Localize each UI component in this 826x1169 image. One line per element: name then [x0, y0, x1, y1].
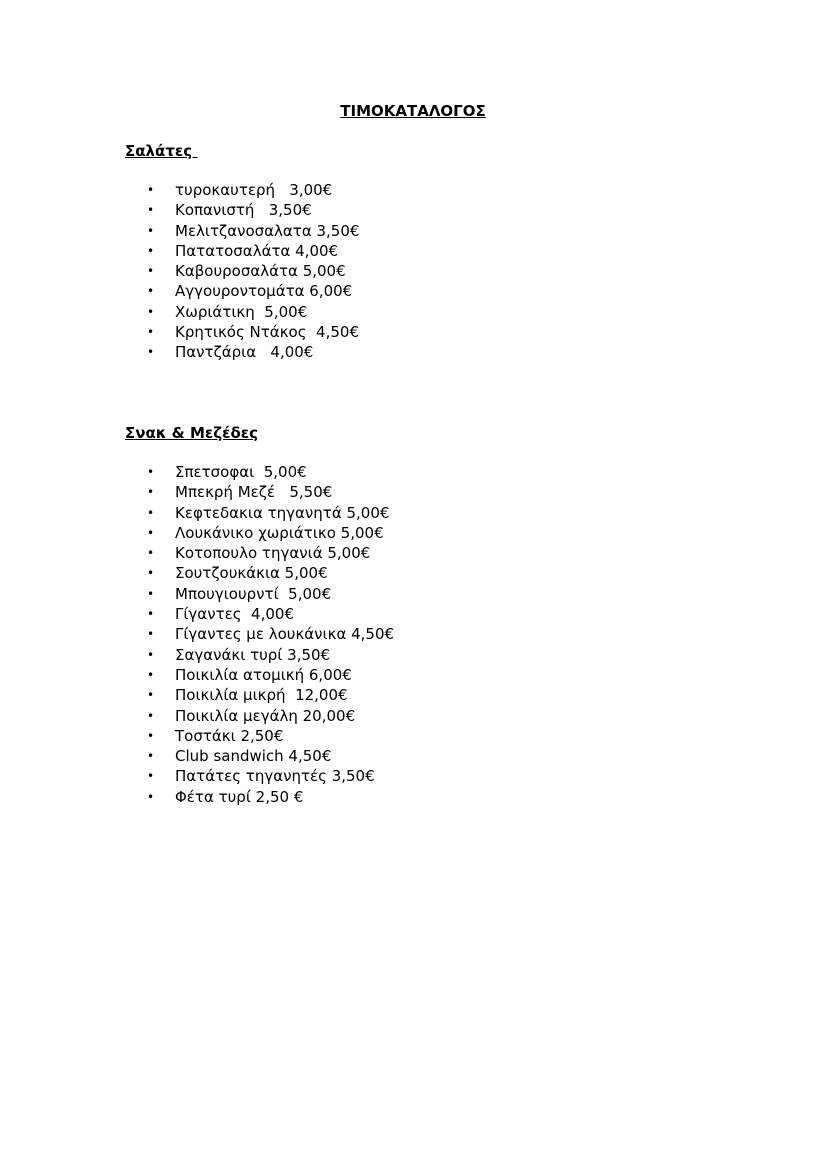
bullet-icon: •	[147, 607, 155, 622]
snacks-list	[125, 462, 394, 807]
bullet-icon: •	[147, 284, 155, 299]
bullet-icon: •	[147, 325, 155, 340]
bullet-icon: •	[147, 505, 155, 520]
list-item	[125, 261, 359, 281]
bullet-icon: •	[147, 183, 155, 197]
list-item	[125, 523, 394, 543]
bullet-icon: •	[147, 647, 155, 662]
bullet-icon: •	[147, 749, 155, 764]
item-text: Μπουγιουρντί 5,00€	[175, 584, 332, 603]
bullet-icon: •	[147, 566, 155, 581]
item-text: Μελιτζανοσαλατα 3,50€	[175, 221, 360, 240]
item-text: Μπεκρή Μεζέ 5,50€	[175, 483, 333, 502]
section-heading-salads: Σαλάτες	[125, 142, 198, 160]
bullet-icon: •	[147, 485, 155, 500]
list-item	[125, 645, 394, 665]
list-item	[125, 281, 359, 301]
bullet-icon: •	[147, 243, 155, 258]
list-item	[125, 241, 359, 261]
page-title: ΤΙΜΟΚΑΤΑΛΟΓΟΣ	[340, 102, 486, 120]
section-snacks	[125, 423, 394, 807]
bullet-icon: •	[147, 688, 155, 703]
salads-list	[125, 180, 359, 363]
list-item	[125, 787, 394, 807]
item-text: Τοστάκι 2,50€	[175, 726, 284, 745]
list-item	[125, 482, 394, 502]
item-text: Ποικιλία μικρή 12,00€	[175, 686, 348, 705]
item-text: Γίγαντες με λουκάνικα 4,50€	[175, 625, 395, 644]
list-item	[125, 584, 394, 604]
item-text: Αγγουροντομάτα 6,00€	[175, 282, 353, 301]
bullet-icon: •	[147, 465, 155, 479]
item-text: Κοτοπουλο τηγανιά 5,00€	[175, 544, 371, 563]
item-text: Κοπανιστή 3,50€	[175, 201, 312, 220]
list-item	[125, 503, 394, 523]
list-item	[125, 624, 394, 644]
item-text: Ποικιλία μεγάλη 20,00€	[175, 706, 356, 725]
item-text: Φέτα τυρί 2,50 €	[175, 787, 304, 806]
list-item	[125, 604, 394, 624]
bullet-icon: •	[147, 264, 155, 279]
item-text: Παντζάρια 4,00€	[175, 343, 314, 362]
item-text: Club sandwich 4,50€	[175, 747, 332, 766]
bullet-icon: •	[147, 586, 155, 601]
bullet-icon: •	[147, 345, 155, 360]
list-item	[125, 665, 394, 685]
bullet-icon: •	[147, 304, 155, 319]
item-text: Σαγανάκι τυρί 3,50€	[175, 645, 331, 664]
list-item	[125, 221, 359, 241]
bullet-icon: •	[147, 627, 155, 642]
bullet-icon: •	[147, 546, 155, 561]
list-item	[125, 746, 394, 766]
list-item	[125, 322, 359, 342]
bullet-icon: •	[147, 667, 155, 682]
item-text: Γίγαντες 4,00€	[175, 605, 294, 624]
item-text: Σουτζουκάκια 5,00€	[175, 564, 328, 583]
item-text: Πατάτες τηγανητές 3,50€	[175, 767, 375, 786]
section-salads	[125, 141, 359, 363]
list-item	[125, 563, 394, 583]
list-item	[125, 766, 394, 786]
item-text: Σπετσοφαι 5,00€	[175, 463, 307, 481]
list-item	[125, 706, 394, 726]
list-item	[125, 200, 359, 220]
bullet-icon: •	[147, 203, 155, 218]
item-text: Λουκάνικο χωριάτικο 5,00€	[175, 523, 384, 542]
bullet-icon: •	[147, 223, 155, 238]
bullet-icon: •	[147, 769, 155, 784]
item-text: Πατατοσαλάτα 4,00€	[175, 241, 339, 260]
bullet-icon: •	[147, 708, 155, 723]
item-text: τυροκαυτερή 3,00€	[175, 181, 333, 199]
list-item	[125, 302, 359, 322]
list-item	[125, 342, 359, 362]
item-text: Χωριάτικη 5,00€	[175, 302, 308, 321]
list-item	[125, 462, 394, 482]
bullet-icon: •	[147, 789, 155, 804]
list-item	[125, 726, 394, 746]
item-text: Κρητικός Ντάκος 4,50€	[175, 323, 359, 342]
item-text: Καβουροσαλάτα 5,00€	[175, 262, 346, 281]
list-item	[125, 685, 394, 705]
list-item	[125, 180, 359, 200]
bullet-icon: •	[147, 728, 155, 743]
item-text: Κεφτεδακια τηγανητά 5,00€	[175, 503, 390, 522]
section-heading-snacks: Σνακ & Μεζέδες	[125, 424, 258, 442]
bullet-icon: •	[147, 525, 155, 540]
item-text: Ποικιλία ατομική 6,00€	[175, 665, 352, 684]
list-item	[125, 543, 394, 563]
